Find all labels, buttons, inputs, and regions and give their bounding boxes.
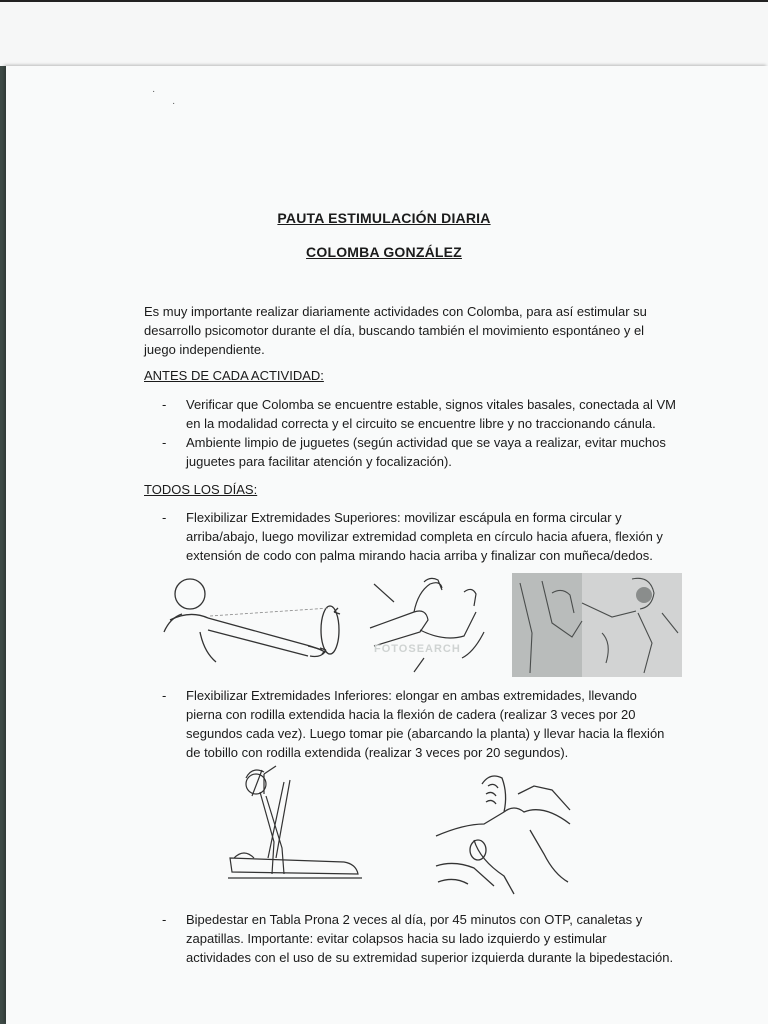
- scan-speck: ·: [172, 98, 176, 109]
- text-line: segundos cada vez). Luego tomar pie (abarcando la planta) y llevar hacia la flexión: [186, 726, 665, 741]
- section-heading-daily: TODOS LOS DÍAS:: [144, 482, 258, 497]
- bullet-item: [162, 508, 682, 565]
- text-line: Flexibilizar Extremidades Superiores: movilizar escápula en forma circular y: [186, 510, 622, 525]
- intro-paragraph: [144, 302, 682, 359]
- text-line: juego independiente.: [144, 342, 265, 357]
- bullet-dash: -: [162, 435, 167, 450]
- text-line: Verificar que Colomba se encuentre estable, signos vitales basales, conectada al VM: [186, 397, 676, 412]
- text-line: en la modalidad correcta y el circuito se encuentre libre y no traccionando cánula.: [186, 416, 656, 431]
- text-line: Bipedestar en Tabla Prona 2 veces al día, por 45 minutos con OTP, canaletas y: [186, 912, 643, 927]
- text-line: desarrollo psicomotor durante el día, buscando también el movimiento espontáneo y el: [144, 323, 645, 338]
- bullet-dash: -: [162, 912, 167, 927]
- watermark-text: FOTOSEARCH: [374, 643, 461, 655]
- text-line: extensión de codo con palma mirando hacia arriba y finalizar con muñeca/dedos.: [186, 548, 653, 563]
- illustration-hip-flexion: [224, 762, 366, 884]
- bullet-dash: -: [162, 688, 167, 703]
- illustration-elbow-flexion: [364, 572, 498, 678]
- text-line: pierna con rodilla extendida hacia la flexión de cadera (realizar 3 veces por 20: [186, 707, 636, 722]
- text-line: Es muy importante realizar diariamente actividades con Colomba, para así estimular su: [144, 304, 647, 319]
- section-heading-before: ANTES DE CADA ACTIVIDAD:: [144, 368, 324, 383]
- bullet-dash: -: [162, 510, 167, 525]
- illustration-arm-circles: [160, 572, 346, 684]
- document-subtitle: COLOMBA GONZÁLEZ: [306, 244, 462, 260]
- text-line: actividades con el uso de su extremidad superior izquierda durante la bipedestación.: [186, 950, 674, 965]
- document-title: PAUTA ESTIMULACIÓN DIARIA: [277, 210, 491, 226]
- illustration-ankle-flexion: [434, 764, 572, 896]
- text-line: arriba/abajo, luego movilizar extremidad completa en círculo hacia afuera, flexión y: [186, 529, 663, 544]
- bullet-dash: -: [162, 397, 167, 412]
- bullet-item: [162, 433, 682, 471]
- bullet-item: [162, 395, 682, 433]
- text-line: zapatillas. Importante: evitar colapsos hacia su lado izquierdo y estimular: [186, 931, 607, 946]
- bullet-item: [162, 686, 682, 762]
- photo-arm-exercise: [512, 573, 682, 677]
- scan-speck: ·: [152, 86, 156, 97]
- text-line: de tobillo con rodilla extendida (realizar 3 veces por 20 segundos).: [186, 745, 569, 760]
- text-line: Flexibilizar Extremidades Inferiores: elongar en ambas extremidades, llevando: [186, 688, 637, 703]
- text-line: Ambiente limpio de juguetes (según actividad que se vaya a realizar, evitar muchos: [186, 435, 666, 450]
- bullet-item: [162, 910, 682, 967]
- text-line: juguetes para facilitar atención y focalización).: [186, 454, 452, 469]
